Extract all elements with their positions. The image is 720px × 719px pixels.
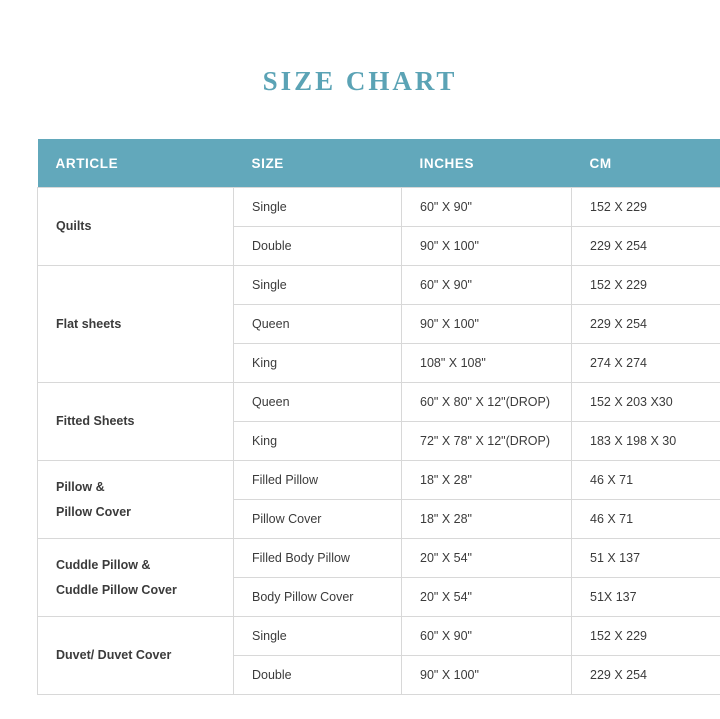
cell-inches: 60" X 90" [402, 188, 572, 227]
article-label: Quilts [56, 219, 92, 234]
cell-size: King [234, 344, 402, 383]
cell-inches: 60" X 90" [402, 266, 572, 305]
article-label-line2: Pillow Cover [56, 504, 132, 519]
article-label: Fitted Sheets [56, 414, 135, 429]
cell-cm: 51X 137 [572, 578, 720, 617]
table-row [38, 383, 720, 422]
cell-inches: 72" X 78" X 12"(DROP) [402, 422, 572, 461]
cell-cm: 152 X 229 [572, 266, 720, 305]
column-header-article: ARTICLE [38, 139, 234, 188]
page-title: SIZE CHART [262, 66, 458, 96]
cell-cm: 183 X 198 X 30 [572, 422, 720, 461]
cell-size: Body Pillow Cover [234, 578, 402, 617]
table-header [38, 139, 720, 188]
cell-inches: 108" X 108" [402, 344, 572, 383]
table-row [38, 461, 720, 500]
article-cell [38, 539, 234, 617]
cell-inches: 60" X 90" [402, 617, 572, 656]
cell-size: Queen [234, 383, 402, 422]
table-row [38, 266, 720, 305]
article-label: Duvet/ Duvet Cover [56, 648, 172, 663]
table-row [38, 188, 720, 227]
article-cell [38, 266, 234, 383]
table-body [38, 188, 720, 695]
cell-inches: 20" X 54" [402, 539, 572, 578]
cell-cm: 229 X 254 [572, 305, 720, 344]
article-label-line2: Cuddle Pillow Cover [56, 582, 177, 597]
table-row [38, 539, 720, 578]
column-header-inches: INCHES [402, 139, 572, 188]
cell-size: Double [234, 227, 402, 266]
cell-cm: 229 X 254 [572, 656, 720, 695]
column-header-cm: CM [572, 139, 720, 188]
table-row [38, 617, 720, 656]
cell-inches: 18" X 28" [402, 500, 572, 539]
cell-inches: 90" X 100" [402, 227, 572, 266]
cell-size: Filled Body Pillow [234, 539, 402, 578]
article-label: Pillow & [56, 480, 105, 495]
cell-cm: 46 X 71 [572, 461, 720, 500]
cell-cm: 152 X 229 [572, 617, 720, 656]
cell-inches: 60" X 80" X 12"(DROP) [402, 383, 572, 422]
cell-size: Queen [234, 305, 402, 344]
article-cell [38, 188, 234, 266]
article-cell [38, 617, 234, 695]
cell-cm: 229 X 254 [572, 227, 720, 266]
cell-inches: 90" X 100" [402, 656, 572, 695]
article-label: Flat sheets [56, 316, 122, 331]
cell-cm: 46 X 71 [572, 500, 720, 539]
cell-inches: 18" X 28" [402, 461, 572, 500]
article-cell [38, 383, 234, 461]
cell-size: Pillow Cover [234, 500, 402, 539]
cell-size: Single [234, 266, 402, 305]
cell-cm: 152 X 203 X30 [572, 383, 720, 422]
cell-size: King [234, 422, 402, 461]
cell-size: Single [234, 188, 402, 227]
cell-cm: 152 X 229 [572, 188, 720, 227]
article-label: Cuddle Pillow & [56, 558, 151, 573]
article-cell [38, 461, 234, 539]
cell-inches: 90" X 100" [402, 305, 572, 344]
size-chart-table [37, 139, 720, 695]
cell-cm: 274 X 274 [572, 344, 720, 383]
cell-size: Single [234, 617, 402, 656]
table-header-row [38, 139, 720, 188]
cell-inches: 20" X 54" [402, 578, 572, 617]
column-header-size: SIZE [234, 139, 402, 188]
cell-size: Double [234, 656, 402, 695]
cell-cm: 51 X 137 [572, 539, 720, 578]
cell-size: Filled Pillow [234, 461, 402, 500]
size-chart-table-container [36, 138, 686, 696]
